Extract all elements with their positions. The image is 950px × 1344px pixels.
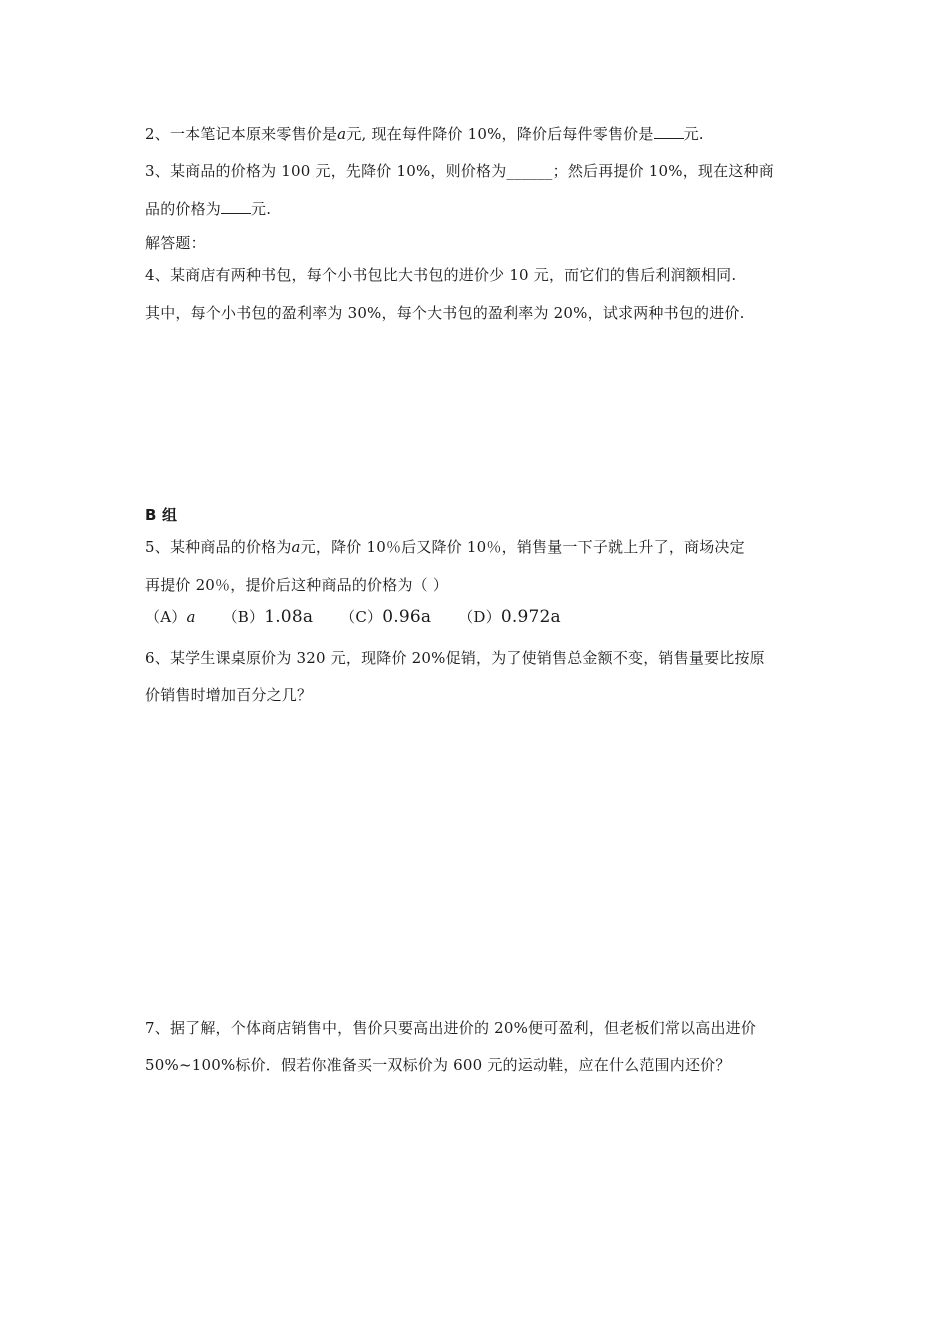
question-5-line-2: 再提价 20％，提价后这种商品的价格为（ ） bbox=[145, 576, 449, 594]
option-d-label: （D） bbox=[458, 608, 501, 626]
option-c bbox=[340, 606, 431, 628]
q3-line2-prefix: 品的价格为 bbox=[145, 200, 222, 218]
q2-middle: 元, 现在每件降价 10%，降价后每件零售价是 bbox=[346, 125, 654, 143]
option-c-value: 0.96a bbox=[382, 607, 432, 627]
question-5-line-1 bbox=[145, 536, 745, 558]
question-7-line-1: 7、据了解，个体商店销售中，售价只要高出进价的 20%便可盈利，但老板们常以高出进价 bbox=[145, 1019, 757, 1037]
q3-line1-blank: ______ bbox=[506, 162, 553, 180]
q5-variable: a bbox=[291, 538, 301, 556]
option-d-value: 0.972a bbox=[500, 607, 561, 627]
question-4-line-1: 4、某商店有两种书包，每个小书包比大书包的进价少 10 元，而它们的售后利润额相同. bbox=[145, 266, 737, 284]
q3-line1-prefix: 3、某商品的价格为 100 元，先降价 10%，则价格为 bbox=[145, 162, 507, 180]
option-a-label: （A） bbox=[145, 608, 187, 626]
question-6-line-1: 6、某学生课桌原价为 320 元，现降价 20%促销，为了使销售总金额不变，销售量要比按原 bbox=[145, 649, 765, 667]
question-6-line-2: 价销售时增加百分之几？ bbox=[145, 686, 313, 704]
option-a-value: a bbox=[186, 608, 196, 626]
q2-prefix: 2、一本笔记本原来零售价是 bbox=[145, 125, 338, 143]
question-7-line-2: 50%~100%标价．假若你准备买一双标价为 600 元的运动鞋，应在什么范围内还价？ bbox=[145, 1056, 731, 1074]
section-heading-answers: 解答题： bbox=[145, 234, 206, 252]
question-4-line-2: 其中，每个小书包的盈利率为 30%，每个大书包的盈利率为 20%，试求两种书包的进价. bbox=[145, 304, 745, 322]
option-b-value: 1.08a bbox=[264, 607, 314, 627]
q2-variable: a bbox=[337, 125, 347, 143]
option-b bbox=[223, 606, 314, 628]
question-3-line-1 bbox=[145, 160, 774, 182]
option-b-label: （B） bbox=[222, 608, 265, 626]
option-d bbox=[458, 606, 561, 628]
option-c-label: （C） bbox=[340, 608, 383, 626]
q2-suffix: 元. bbox=[683, 125, 704, 143]
q2-answer-blank bbox=[654, 123, 684, 139]
question-2 bbox=[145, 123, 704, 145]
question-5-options bbox=[145, 606, 583, 628]
option-a bbox=[145, 606, 196, 628]
q3-line1-suffix: ；然后再提价 10%，现在这种商 bbox=[552, 162, 774, 180]
q3-answer-blank bbox=[221, 198, 251, 214]
q5-line1-suffix: 元，降价 10％后又降价 10％，销售量一下子就上升了，商场决定 bbox=[300, 538, 745, 556]
group-b-heading: B 组 bbox=[145, 506, 178, 524]
q5-line1-prefix: 5、某种商品的价格为 bbox=[145, 538, 292, 556]
question-3-line-2 bbox=[145, 198, 271, 220]
q3-line2-suffix: 元. bbox=[251, 200, 272, 218]
